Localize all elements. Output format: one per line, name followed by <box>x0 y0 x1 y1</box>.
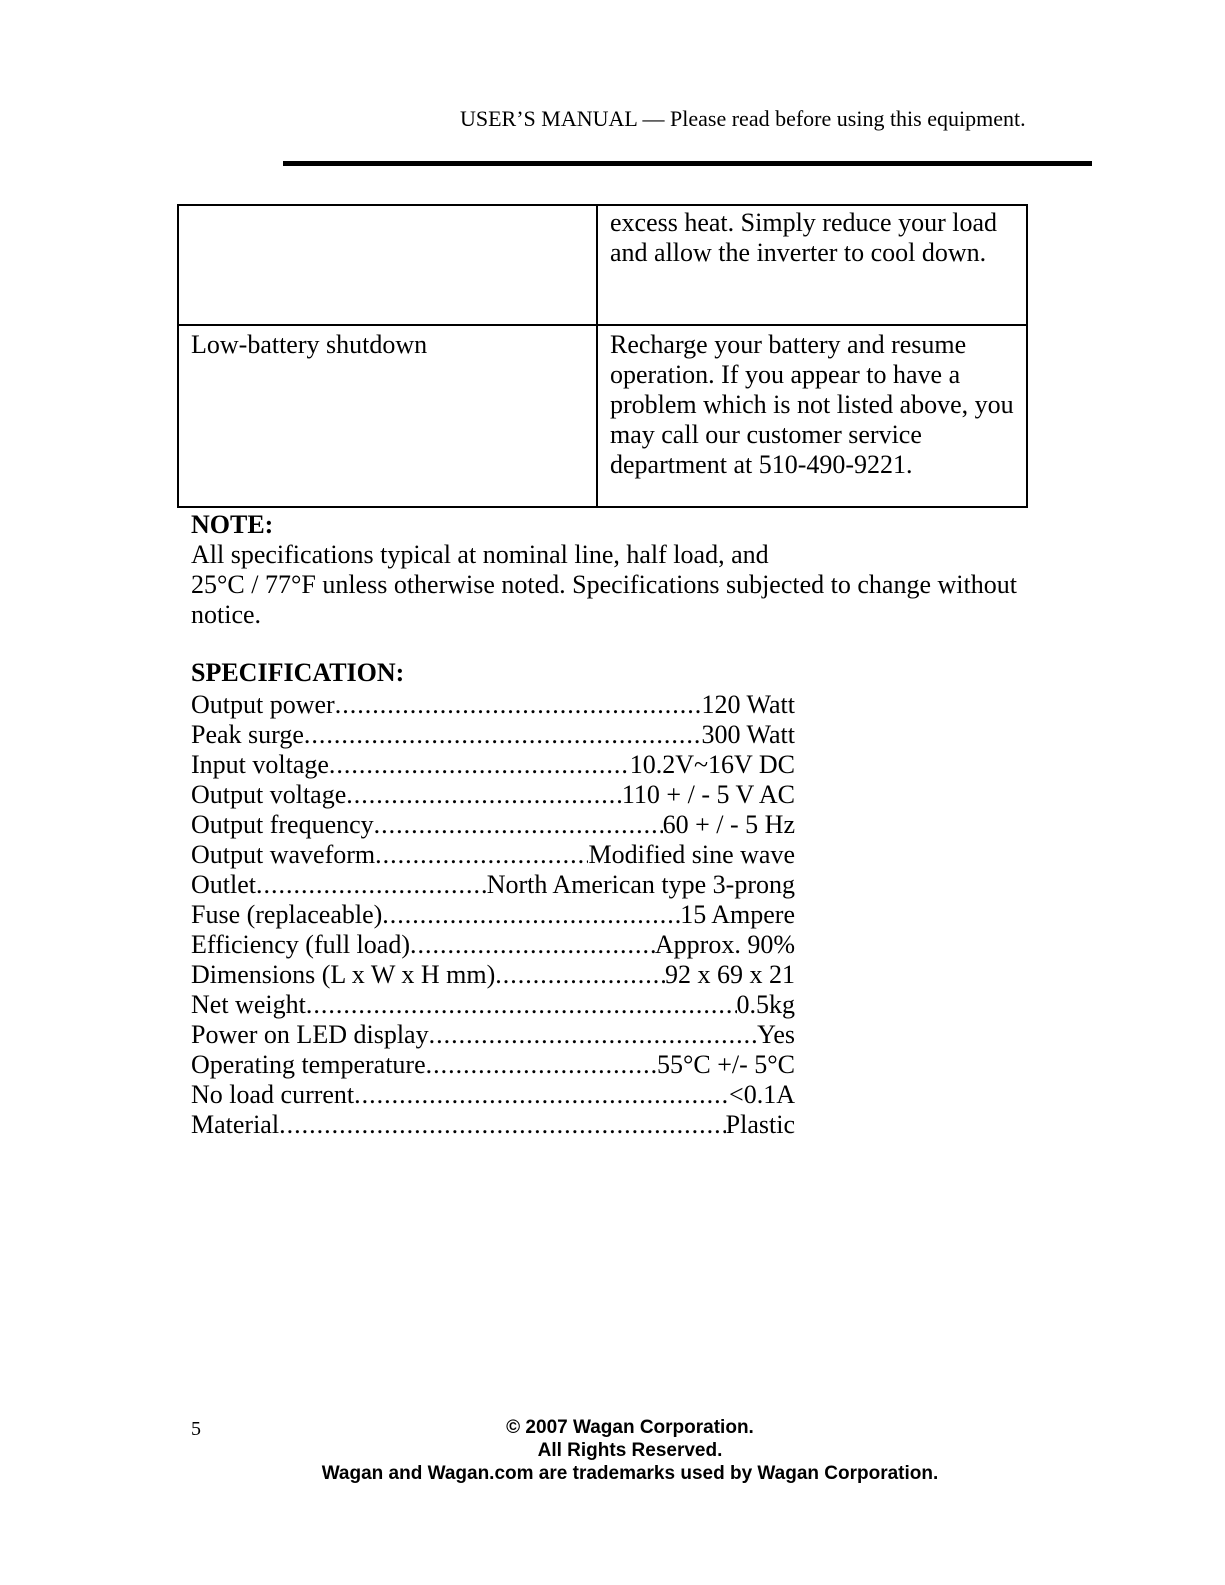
spec-label: Net weight <box>191 990 306 1019</box>
spec-leader-dots <box>374 810 663 840</box>
note-text <box>191 540 1051 630</box>
note-line-2: 25°C / 77°F unless otherwise noted. Specifications subjected to change without notice. <box>191 570 1017 629</box>
spec-value: 55°C +/- 5°C <box>656 1050 795 1079</box>
spec-label: Input voltage <box>191 750 329 779</box>
spec-row <box>191 750 795 780</box>
spec-leader-dots <box>329 750 630 780</box>
spec-value: Approx. 90% <box>654 930 795 959</box>
spec-label: Outlet <box>191 870 256 899</box>
spec-row <box>191 900 795 930</box>
spec-leader-dots <box>335 690 702 720</box>
spec-value: 0.5kg <box>736 990 795 1019</box>
spec-leader-dots <box>304 720 702 750</box>
spec-value: North American type 3-prong <box>486 870 795 899</box>
spec-leader-dots <box>306 990 737 1020</box>
spec-value: Plastic <box>725 1110 795 1139</box>
spec-label: Peak surge <box>191 720 304 749</box>
spec-value: 92 x 69 x 21 <box>665 960 795 989</box>
spec-leader-dots <box>410 930 655 960</box>
spec-value: 60 + / - 5 Hz <box>662 810 795 839</box>
spec-value: 120 Watt <box>701 690 795 719</box>
spec-row <box>191 960 795 990</box>
table-row <box>178 205 1027 325</box>
spec-value: <0.1A <box>729 1080 795 1109</box>
page-number: 5 <box>191 1418 201 1440</box>
spec-label: Efficiency (full load) <box>191 930 410 959</box>
problem-cell <box>178 205 597 325</box>
spec-leader-dots <box>426 1050 657 1080</box>
spec-row <box>191 1050 795 1080</box>
spec-value: Yes <box>757 1020 795 1049</box>
spec-label: Dimensions (L x W x H mm) <box>191 960 496 989</box>
spec-leader-dots <box>256 870 487 900</box>
spec-row <box>191 840 795 870</box>
spec-row <box>191 1110 795 1140</box>
solution-cell: excess heat. Simply reduce your load and allow the inverter to cool down. <box>597 205 1027 325</box>
note-title: NOTE: <box>191 510 274 539</box>
spec-label: Power on LED display <box>191 1020 429 1049</box>
page-header: USER’S MANUAL — Please read before using this equipment. <box>460 106 1026 131</box>
spec-leader-dots <box>346 780 622 810</box>
spec-value: 110 + / - 5 V AC <box>621 780 795 809</box>
spec-label: Material <box>191 1110 280 1139</box>
spec-row <box>191 780 795 810</box>
troubleshooting-table <box>177 204 1028 508</box>
spec-label: No load current <box>191 1080 355 1109</box>
spec-label: Output frequency <box>191 810 374 839</box>
spec-row <box>191 720 795 750</box>
spec-leader-dots <box>495 960 665 990</box>
spec-leader-dots <box>375 840 588 870</box>
specification-title: SPECIFICATION: <box>191 658 405 687</box>
spec-row <box>191 810 795 840</box>
spec-label: Operating temperature <box>191 1050 426 1079</box>
spec-value: 10.2V~16V DC <box>629 750 795 779</box>
table-row <box>178 325 1027 507</box>
spec-value: 15 Ampere <box>680 900 795 929</box>
spec-leader-dots <box>279 1110 726 1140</box>
spec-row <box>191 690 795 720</box>
spec-row <box>191 930 795 960</box>
footer-trademark: Wagan and Wagan.com are trademarks used by Wagan Corporation. <box>321 1463 939 1484</box>
spec-value: 300 Watt <box>701 720 795 749</box>
note-line-1: All specifications typical at nominal line, half load, and <box>191 540 769 569</box>
solution-cell: Recharge your battery and resume operation. If you appear to have a problem which is not listed above, you may call our customer service department at 510-490-9221. <box>597 325 1027 507</box>
header-rule <box>283 161 1092 166</box>
specification-list <box>191 690 795 1140</box>
footer-copyright: © 2007 Wagan Corporation. <box>506 1417 754 1438</box>
spec-value: Modified sine wave <box>588 840 795 869</box>
spec-row <box>191 1080 795 1110</box>
footer <box>180 1416 1080 1485</box>
spec-label: Fuse (replaceable) <box>191 900 383 929</box>
spec-leader-dots <box>429 1020 758 1050</box>
spec-row <box>191 990 795 1020</box>
problem-cell: Low-battery shutdown <box>178 325 597 507</box>
spec-leader-dots <box>382 900 680 930</box>
spec-label: Output voltage <box>191 780 347 809</box>
spec-row <box>191 1020 795 1050</box>
spec-leader-dots <box>354 1080 729 1110</box>
footer-rights: All Rights Reserved. <box>537 1440 723 1461</box>
spec-label: Output power <box>191 690 335 719</box>
spec-row <box>191 870 795 900</box>
spec-label: Output waveform <box>191 840 376 869</box>
